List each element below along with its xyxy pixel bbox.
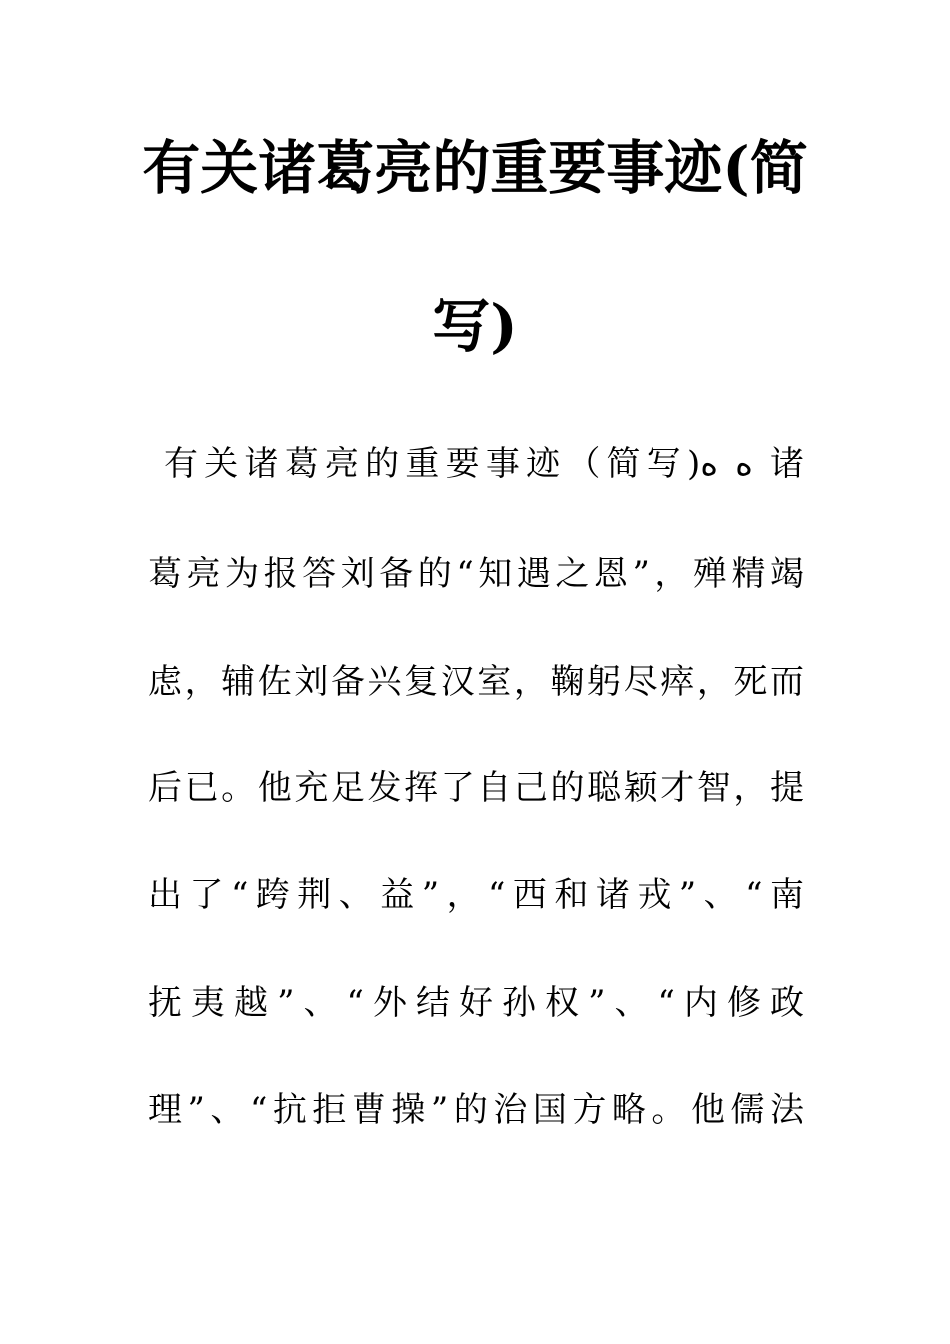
body-text-line-3: 虑，辅佐刘备兴复汉室，鞠躬尽瘁，死而 xyxy=(148,662,804,702)
document-title-line-1: 有关诸葛亮的重要事迹(简 xyxy=(142,134,808,202)
body-text-line-6: 抚夷越”、“外结好孙权”、“内修政 xyxy=(148,983,804,1023)
body-text-line-5: 出了“跨荆、益”，“西和诸戎”、“南 xyxy=(148,875,804,915)
body-text-line-4: 后已。他充足发挥了自己的聪颖才智，提 xyxy=(148,768,804,808)
body-text-line-1: 有关诸葛亮的重要事迹（简写)ﻩ ﻩ 诸 xyxy=(164,444,804,484)
body-text-line-7: 理”、“抗拒曹操”的治国方略。他儒法 xyxy=(148,1090,804,1130)
body-text-line-2: 葛亮为报答刘备的“知遇之恩”，殚精竭 xyxy=(148,554,804,594)
document-title-line-2: 写) xyxy=(432,292,518,360)
